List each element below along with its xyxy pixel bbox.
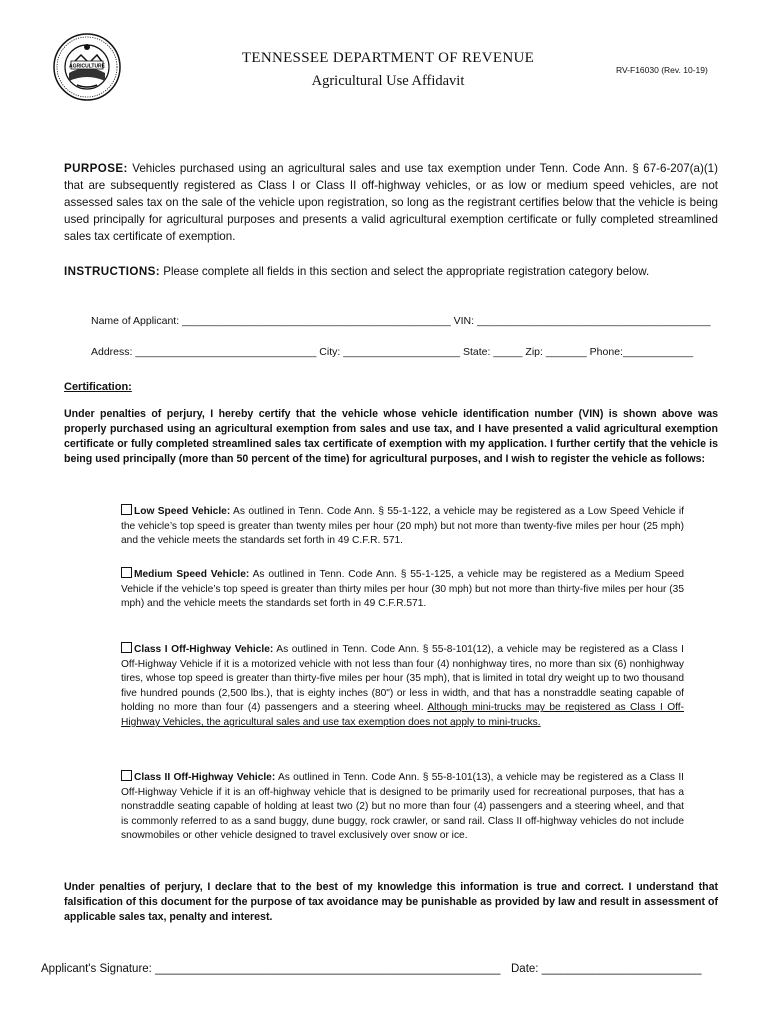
vin-field[interactable]: ________________________________________ <box>476 315 711 327</box>
state-field[interactable]: _____ <box>493 346 523 358</box>
page-title: TENNESSEE DEPARTMENT OF REVENUE <box>241 50 535 66</box>
class-one-note: Although mini-trucks may be registered as Class I Off-Highway Vehicles, the agricultural sales and use tax exemption does not apply to mini-trucks. <box>121 702 684 728</box>
state-label: State: <box>460 346 494 358</box>
name-label: Name of Applicant: <box>91 315 183 327</box>
low-speed-checkbox[interactable] <box>121 504 132 515</box>
class-one-text: As outlined in Tenn. Code Ann. § 55-8-101(12), a vehicle may be registered as a Class I Off-Highway Vehicle if it is a motorized vehicle with not less than four (4) nonhighway tires, no more than six (6) nonhighway tires, whose top speed is greater than thirty-five miles per hour (35 mph), that is limited in total dry weight up to two thousand five hundred pounds (2,500 lbs.), that is eighty inches (80") or less in width, and that has a nonstraddle seating capable of holding no more than four (4) passengers and a steering wheel. <box>121 644 684 714</box>
signature-field[interactable]: ______________________________________________________ <box>155 963 501 975</box>
class-one-title: Class I Off-Highway Vehicle: <box>134 644 274 655</box>
date-label: Date: <box>511 963 542 975</box>
vin-label: VIN: <box>450 315 477 327</box>
zip-field[interactable]: _______ <box>545 346 587 358</box>
medium-speed-checkbox[interactable] <box>121 567 132 578</box>
instructions-label: INSTRUCTIONS: <box>64 265 161 278</box>
certification-heading: Certification: <box>64 381 132 393</box>
option-class-two <box>121 770 684 844</box>
option-low-speed <box>121 504 684 549</box>
instructions-text: Please complete all fields in this section and select the appropriate registration category below. <box>160 265 650 278</box>
phone-label: Phone: <box>586 346 623 358</box>
page-subtitle: Agricultural Use Affidavit <box>311 73 465 89</box>
name-field[interactable]: ______________________________________________ <box>182 315 451 327</box>
class-two-checkbox[interactable] <box>121 770 132 781</box>
date-row <box>511 963 702 975</box>
medium-speed-text: As outlined in Tenn. Code Ann. § 55-1-125, a vehicle may be registered as a Medium Speed Vehicle if the vehicle’s top speed is greater than thirty miles per hour (30 mph) but not more than thirty-five miles per hour (35 mph) and the vehicle meets the standards set forth in 49 C.F.R.571. <box>121 569 684 610</box>
medium-speed-title: Medium Speed Vehicle: <box>134 569 250 580</box>
class-two-title: Class II Off-Highway Vehicle: <box>134 772 276 783</box>
signature-row <box>41 963 500 975</box>
state-seal-logo <box>53 33 121 101</box>
declaration-statement: Under penalties of perjury, I declare that to the best of my knowledge this information is true and correct. I understand that falsification of this document for the purpose of tax avoidance may be punishable as provided by law and result in assessment of applicable sales tax, penalty and interest. <box>64 881 718 923</box>
purpose-text: Vehicles purchased using an agricultural sales and use tax exemption under Tenn. Code Ann. § 67-6-207(a)(1) that are subsequently registered as Class I or Class II off-highway vehicles, or as low or medium speed vehicles, are not assessed sales tax on the sale of the vehicle upon registration, so long as the registrant certifies below that the vehicle is being used principally for agricultural purposes and presents a valid agricultural exemption certificate or fully completed streamlined sales tax certificate of exemption. <box>64 162 718 243</box>
class-one-checkbox[interactable] <box>121 642 132 653</box>
purpose-paragraph <box>64 160 718 245</box>
city-label: City: <box>316 346 344 358</box>
instructions-paragraph <box>64 263 718 280</box>
zip-label: Zip: <box>522 346 546 358</box>
date-field[interactable]: _________________________ <box>541 963 702 975</box>
address-label: Address: <box>91 346 136 358</box>
low-speed-title: Low Speed Vehicle: <box>134 506 231 517</box>
class-two-text: As outlined in Tenn. Code Ann. § 55-8-101(13), a vehicle may be registered as a Class II Off-Highway Vehicle if it is an off-highway vehicle that is designed to be primarily used for recreational purposes, that has a nonstraddle seating capable of holding at least two (2) but no more than four (4) passengers and a steering wheel, and that is commonly referred to as a sand buggy, dune buggy, rock crawler, or sand rail. Class II off-highway vehicles do not include snowmobiles or other vehicle designed to travel exclusively over snow or ice. <box>121 772 684 842</box>
address-fields-row <box>91 346 693 358</box>
purpose-label: PURPOSE: <box>64 162 128 175</box>
city-field[interactable]: ____________________ <box>343 346 461 358</box>
seal-banner-text: AGRICULTURE <box>68 63 106 70</box>
address-field[interactable]: _______________________________ <box>135 346 317 358</box>
applicant-fields-row <box>91 315 711 327</box>
form-number: RV-F16030 (Rev. 10-19) <box>616 65 708 75</box>
low-speed-text: As outlined in Tenn. Code Ann. § 55-1-122, a vehicle may be registered as a Low Speed Vehicle if the vehicle’s top speed is greater than twenty miles per hour (20 mph) but not more than twenty-five miles per hour (25 mph) and the vehicle meets the standards set forth in 49 C.F.R. 571. <box>121 506 684 547</box>
certification-statement: Under penalties of perjury, I hereby certify that the vehicle whose vehicle identification number (VIN) is shown above was properly purchased using an agricultural exemption from sales and use tax, and I have presented a valid agricultural exemption certificate or fully completed streamlined sales tax certificate of exemption with my application. I further certify that the vehicle is being used principally (more than 50 percent of the time) for agricultural purposes, and I wish to register the vehicle as follows: <box>64 408 718 465</box>
option-medium-speed <box>121 567 684 612</box>
signature-label: Applicant's Signature: <box>41 963 156 975</box>
phone-field[interactable]: ____________ <box>622 346 694 358</box>
option-class-one <box>121 642 684 731</box>
